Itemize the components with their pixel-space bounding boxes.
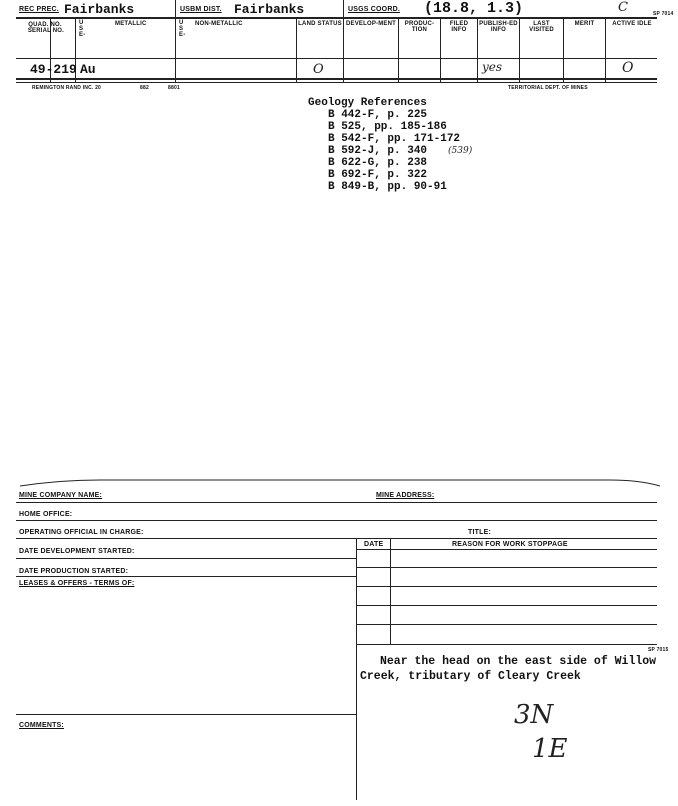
last-visited-label: LAST VISITED xyxy=(529,21,554,33)
usgs-coord-value: (18.8, 1.3) xyxy=(424,0,524,17)
land-status-value: O xyxy=(313,62,324,77)
use-code-s2: S xyxy=(179,26,184,32)
handwritten-mark: C xyxy=(618,0,628,15)
rec-prec-value: Fairbanks xyxy=(64,2,135,17)
comments-label: COMMENTS: xyxy=(19,722,64,729)
published-info-label: PUBLISH-ED INFO xyxy=(479,21,518,33)
mine-address-label: MINE ADDRESS: xyxy=(376,492,435,499)
use-codes-metallic xyxy=(79,20,85,38)
form-number-top: SP 7014 xyxy=(653,11,674,17)
non-metallic-label: NON-METALLIC xyxy=(195,21,243,27)
quad-label: QUAD. NO. xyxy=(28,22,62,28)
operating-official-label: OPERATING OFFICIAL IN CHARGE: xyxy=(19,529,144,536)
metallic-label: METALLIC xyxy=(115,21,147,27)
form-number-bottom: SP 7015 xyxy=(648,647,669,653)
rec-prec-label: REC PREC. xyxy=(19,6,59,13)
printer-code-a: 882 xyxy=(140,85,149,91)
reference-item: B 525, pp. 185-186 xyxy=(328,121,447,133)
reference-item: B 542-F, pp. 171-172 xyxy=(328,133,461,145)
serial-label: SERIAL NO. xyxy=(27,28,65,34)
reference-item: B 442-F, p. 225 xyxy=(328,109,428,121)
use-code-s: S xyxy=(79,26,84,32)
production-label: PRODUC-TION xyxy=(404,21,435,33)
active-idle-value: O xyxy=(622,60,634,76)
usgs-coord-label: USGS COORD. xyxy=(348,6,400,13)
reference-item: B 849-B, pp. 90-91 xyxy=(328,181,447,193)
usbm-dist-value: Fairbanks xyxy=(234,2,305,17)
home-office-label: HOME OFFICE: xyxy=(19,511,73,518)
filed-info-label: FILED INFO xyxy=(449,21,469,33)
use-code-u2: U xyxy=(179,20,184,26)
leases-label: LEASES & OFFERS - TERMS OF: xyxy=(19,580,135,587)
reason-label: REASON FOR WORK STOPPAGE xyxy=(452,541,568,548)
metallic-value: Au xyxy=(80,62,96,77)
merit-label: MERIT xyxy=(574,21,595,27)
location-line-2: Creek, tributary of Cleary Creek xyxy=(360,670,581,683)
township-value: 3N xyxy=(514,700,554,730)
use-code-e: E- xyxy=(79,32,86,38)
location-line-1: Near the head on the east side of Willow xyxy=(380,655,657,668)
published-info-value: yes xyxy=(482,60,503,74)
reference-item: B 692-F, p. 322 xyxy=(328,169,428,181)
usbm-dist-label: USBM DIST. xyxy=(180,6,222,13)
use-code-u: U xyxy=(79,20,84,26)
printer-name: REMINGTON RAND INC. 20 xyxy=(32,85,102,91)
quad-serial-label xyxy=(16,22,74,34)
land-status-label: LAND STATUS xyxy=(298,21,342,27)
prod-started-label: DATE PRODUCTION STARTED: xyxy=(19,568,129,575)
range-value: 1E xyxy=(532,734,568,764)
section-divider xyxy=(0,474,678,494)
date-label: DATE xyxy=(364,541,384,548)
mine-company-label: MINE COMPANY NAME: xyxy=(19,492,103,499)
development-label: DEVELOP-MENT xyxy=(345,21,397,27)
department-name: TERRITORIAL DEPT. OF MINES xyxy=(508,85,588,91)
title-label: TITLE: xyxy=(468,529,491,536)
use-code-e2: E- xyxy=(179,32,186,38)
active-idle-label: ACTIVE IDLE xyxy=(612,21,652,27)
printer-code-b: 8801 xyxy=(168,85,180,91)
dev-started-label: DATE DEVELOPMENT STARTED: xyxy=(19,548,135,555)
use-codes-nonmetallic xyxy=(179,20,185,38)
reference-item: B 592-J, p. 340 xyxy=(328,145,428,157)
references-title: Geology References xyxy=(308,97,427,109)
quad-serial-value: 49-219 xyxy=(30,62,77,77)
location-description xyxy=(360,654,660,684)
references-list xyxy=(328,109,460,193)
reference-item: B 622-G, p. 238 xyxy=(328,157,428,169)
reference-note: (539) xyxy=(448,146,473,156)
